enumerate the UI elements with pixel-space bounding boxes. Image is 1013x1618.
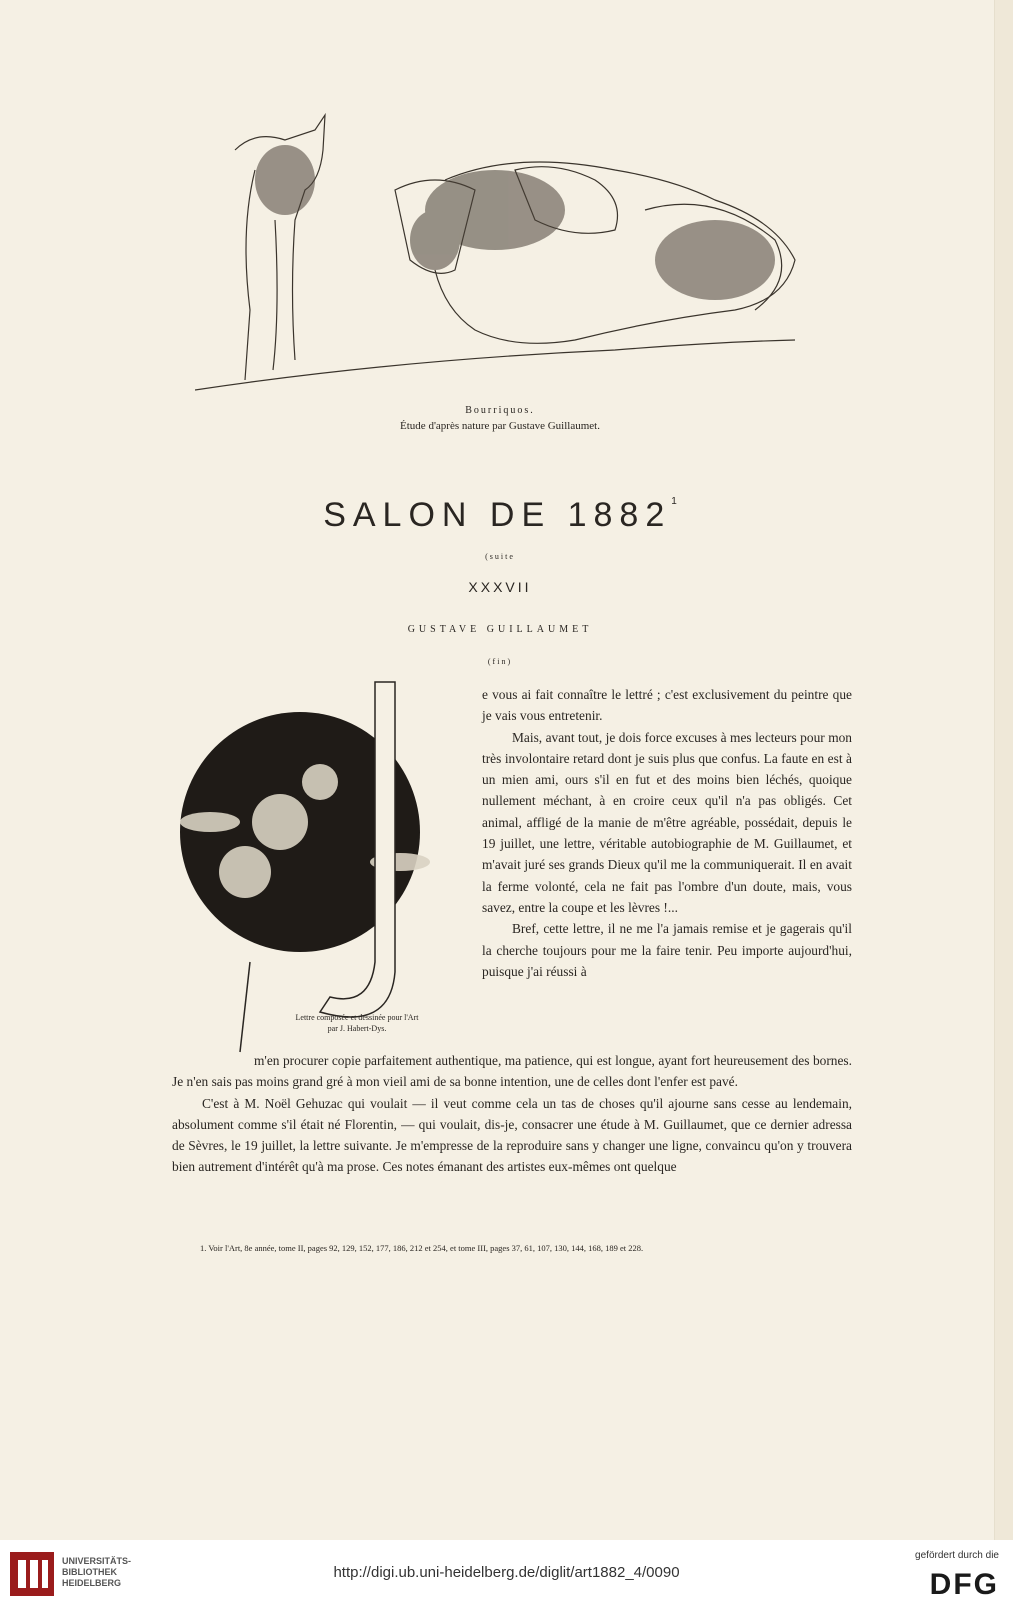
paragraph-4: C'est à M. Noël Gehuzac qui voulait — il veut comme cela un tas de choses qu'il ajourne sans cesse au lendemain, absolument comme s'il était né Florentin, — qui voulait, dis-je, consacrer une étude à M. Guillaumet, que ce dernier adressa de Sèvres, le 19 juillet, la lettre suivante. Je m'empresse de la reproduire sans y changer une ligne, convaincu qu'on y trouvera bien autrement d'intérêt qu'à ma prose. Ces notes émanant des artistes eux-mêmes ont quelque (172, 1095, 852, 1175)
illustration-caption-title: Bourriquos. (465, 405, 535, 416)
article-title-text: SALON DE 1882 (323, 496, 672, 534)
body-full-width (172, 1050, 852, 1178)
body-column (482, 684, 852, 982)
fin-label: (fin) (487, 657, 513, 666)
library-line-1: UNIVERSITÄTS- (62, 1556, 132, 1566)
footnote: 1. Voir l'Art, 8e année, tome II, pages 92, 129, 152, 177, 186, 212 et 254, et tome III, pages 37, 61, 107, 130, 144, 168, 189 et 228. (200, 1243, 644, 1253)
article-title (0, 496, 1000, 535)
section-number: XXXVII (468, 579, 532, 595)
page-edge (994, 0, 1013, 1540)
footer-bar (0, 1540, 1013, 1618)
dfg-logo: DFG (929, 1568, 999, 1601)
illustration-caption-credit: Étude d'après nature par Gustave Guillaumet. (400, 420, 600, 432)
document-url-link[interactable]: http://digi.ub.uni-heidelberg.de/diglit/art1882_4/0090 (333, 1564, 680, 1581)
paragraph-3-start: Bref, cette lettre, il ne me l'a jamais remise et je gagerais qu'il la cherche toujours pour me la faire tenir. Peu importe aujourd'hui, puisque j'ai réussi à (482, 921, 852, 979)
sponsor-label: gefördert durch die (915, 1550, 999, 1561)
paragraph-2: Mais, avant tout, je dois force excuses à mes lecteurs pour mon très involontaire retard dont je suis plus que confus. La faute en est à un mien ami, ours s'il en fut et des moins bien léchés, quoique nullement méchant, à en croire ceux qu'il n'a pas obligés. Cet animal, affligé de la manie de m'être agréable, possédait, depuis le 19 juillet, une lettre, véritable autobiographie de M. Guillaumet, et m'avait juré ses grands Dieux qu'il me la communiquerait. Il en avait la ferme volonté, cela ne fait pas l'ombre d'un doute, mais, vous savez, entre la coupe et les lèvres !... (482, 729, 852, 915)
suite-label: (suite (485, 552, 515, 561)
library-line-3: HEIDELBERG (62, 1578, 122, 1588)
initial-caption-line1: Lettre composée et dessinée pour l'Art (295, 1013, 419, 1022)
footnote-mark: 1 (671, 496, 677, 507)
section-author: GUSTAVE GUILLAUMET (407, 624, 593, 635)
initial-caption (262, 1012, 452, 1034)
paragraph-3-end: m'en procurer copie parfaitement authentique, ma patience, qui est longue, ayant fort heureusement des bornes. Je n'en sais pas moins grand gré à mon vieil ami de sa bonne intention, une de celles dont l'enfer est pavé. (172, 1053, 852, 1090)
initial-caption-line2: par J. Habert-Dys. (327, 1024, 387, 1033)
library-line-2: BIBLIOTHEK (62, 1567, 117, 1577)
paragraph-1: e vous ai fait connaître le lettré ; c'est exclusivement du peintre que je vais vous entretenir. (482, 687, 852, 724)
decorative-initial-j (170, 672, 470, 1062)
donkeys-illustration (195, 110, 815, 400)
